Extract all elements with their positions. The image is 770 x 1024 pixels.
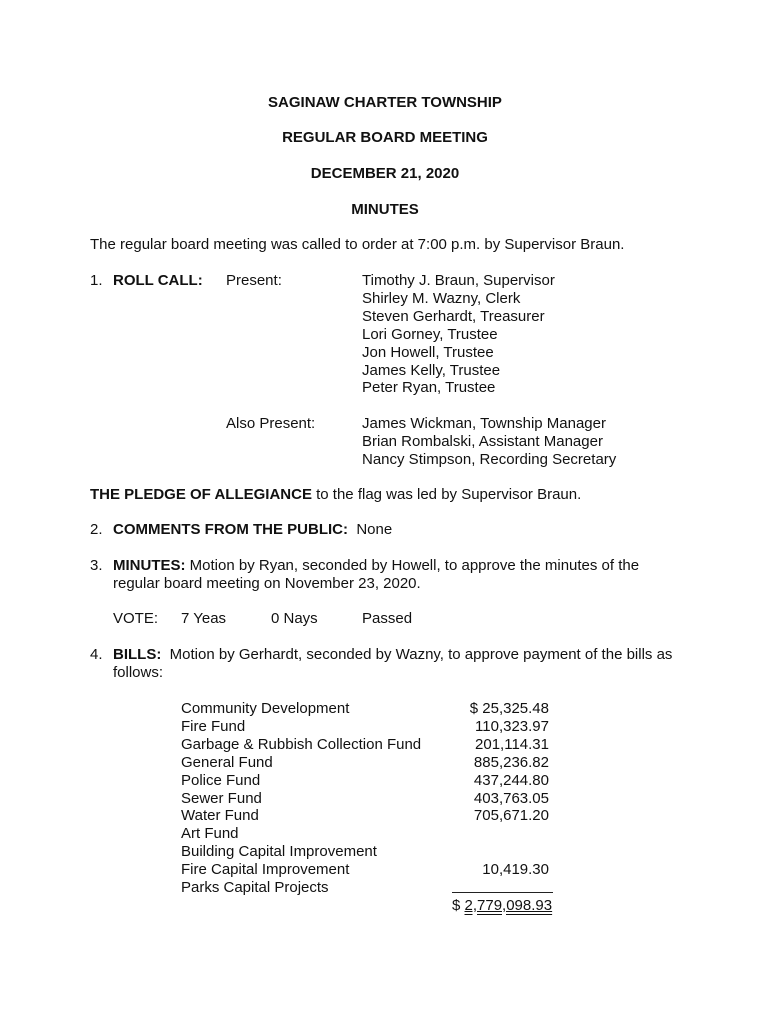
bill-fund-name: General Fund: [181, 753, 273, 771]
bill-fund-amount: 705,671.20: [473, 807, 549, 825]
bill-fund-amount: 403,763.05: [473, 789, 549, 807]
roll-call-number: 1.: [90, 272, 103, 289]
bills-motion-line1: BILLS: Motion by Gerhardt, seconded by Wazny, to approve payment of the bills as: [113, 646, 673, 663]
bill-fund-amounts: [440, 700, 549, 897]
bill-fund-name: Garbage & Rubbish Collection Fund: [181, 735, 422, 753]
bill-fund-name: Sewer Fund: [181, 789, 262, 807]
also-present-list: [362, 415, 616, 469]
doc-type-heading: MINUTES: [351, 201, 419, 218]
vote-result: Passed: [362, 610, 413, 627]
vote-nays: 0 Nays: [271, 610, 318, 627]
vote-yeas: 7 Yeas: [181, 610, 227, 627]
present-member: James Kelly, Trustee: [362, 361, 501, 379]
bill-fund-name: Water Fund: [181, 807, 259, 825]
comments-section: COMMENTS FROM THE PUBLIC: None: [113, 521, 393, 538]
minutes-motion-line2: regular board meeting on November 23, 2020.: [113, 575, 421, 592]
present-label: Present:: [226, 272, 282, 289]
also-present-label: Also Present:: [226, 415, 316, 432]
bill-fund-name: Art Fund: [181, 825, 239, 843]
total-divider: [452, 892, 553, 893]
bill-fund-name: Community Development: [181, 700, 350, 717]
bill-fund-amount: [440, 825, 549, 843]
also-present-member: Brian Rombalski, Assistant Manager: [362, 432, 603, 450]
bills-number: 4.: [90, 646, 103, 663]
present-member: Peter Ryan, Trustee: [362, 379, 496, 397]
present-list: [362, 272, 555, 397]
bill-fund-amount: $ 25,325.48: [469, 700, 549, 717]
bill-fund-amount: 885,236.82: [473, 753, 549, 771]
bill-fund-names: [181, 700, 421, 897]
minutes-number: 3.: [90, 557, 103, 574]
present-member: Jon Howell, Trustee: [362, 343, 494, 361]
bill-fund-name: Parks Capital Projects: [181, 879, 329, 897]
bills-total-value: 2,779,098.93: [464, 897, 553, 914]
bill-fund-name: Police Fund: [181, 771, 261, 789]
bill-fund-amount: [440, 843, 549, 861]
vote-label: VOTE:: [113, 610, 159, 627]
bill-fund-name: Fire Capital Improvement: [181, 861, 350, 879]
roll-call-heading: ROLL CALL:: [113, 272, 203, 289]
bill-fund-amount: [440, 879, 549, 897]
document-title: SAGINAW CHARTER TOWNSHIP: [268, 94, 502, 111]
bill-fund-name: Building Capital Improvement: [181, 843, 377, 861]
meeting-type: REGULAR BOARD MEETING: [282, 129, 488, 146]
also-present-member: James Wickman, Township Manager: [362, 415, 606, 432]
minutes-motion-line1: MINUTES: Motion by Ryan, seconded by Howell, to approve the minutes of the: [113, 557, 640, 574]
bills-motion-line2: follows:: [113, 664, 164, 681]
bill-fund-amount: 110,323.97: [475, 717, 549, 735]
present-member: Timothy J. Braun, Supervisor: [362, 272, 555, 289]
present-member: Lori Gorney, Trustee: [362, 325, 498, 343]
comments-number: 2.: [90, 521, 103, 538]
present-member: Steven Gerhardt, Treasurer: [362, 307, 545, 325]
bill-fund-name: Fire Fund: [181, 717, 246, 735]
present-member: Shirley M. Wazny, Clerk: [362, 289, 521, 307]
also-present-member: Nancy Stimpson, Recording Secretary: [362, 450, 617, 468]
intro-paragraph: The regular board meeting was called to order at 7:00 p.m. by Supervisor Braun.: [90, 236, 625, 253]
pledge-paragraph: THE PLEDGE OF ALLEGIANCE to the flag was led by Supervisor Braun.: [90, 486, 582, 503]
bill-fund-amount: 10,419.30: [482, 861, 549, 879]
bill-fund-amount: 437,244.80: [473, 771, 549, 789]
meeting-date: DECEMBER 21, 2020: [310, 165, 460, 182]
bill-fund-amount: 201,114.31: [475, 735, 549, 753]
bills-total: $ 2,779,098.93: [452, 897, 553, 914]
